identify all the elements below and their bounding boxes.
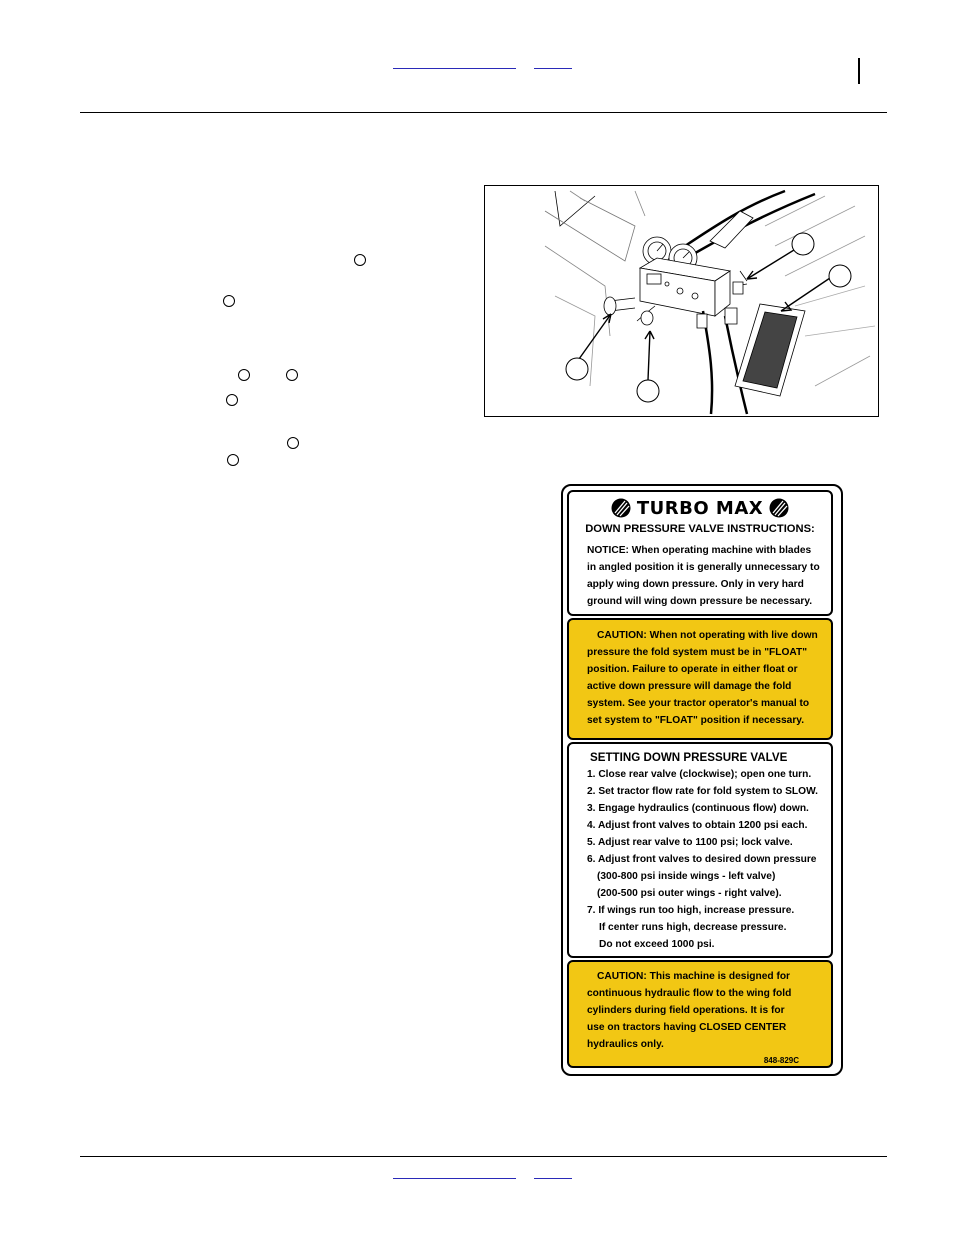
notice-line: NOTICE: When operating machine with blades (587, 545, 812, 556)
caution1-line: position. Failure to operate in either float or (587, 664, 798, 675)
notice-line: apply wing down pressure. Only in very hard (587, 579, 804, 590)
figure-callout-1 (792, 233, 814, 255)
step-line: Do not exceed 1000 psi. (599, 939, 715, 950)
header-link-1[interactable] (393, 68, 516, 69)
callout-circle (223, 295, 235, 307)
notice-panel (567, 490, 833, 616)
header-page-marker (858, 58, 860, 84)
caution2-line: continuous hydraulic flow to the wing fold (587, 988, 792, 999)
step-line: If center runs high, decrease pressure. (599, 922, 787, 933)
turbo-max-logo-icon (611, 498, 631, 518)
valve-figure (484, 185, 879, 417)
part-number: 848-829C (763, 1056, 799, 1065)
step-line: 4. Adjust front valves to obtain 1200 psi each. (587, 820, 808, 831)
step-line: 5. Adjust rear valve to 1100 psi; lock valve. (587, 837, 793, 848)
brand-row (577, 492, 823, 518)
setting-heading: SETTING DOWN PRESSURE VALVE (590, 751, 788, 764)
step-line: 7. If wings run too high, increase pressure. (587, 905, 795, 916)
brand-title: TURBO MAX (636, 497, 764, 519)
valve-drawing (485, 186, 878, 416)
header-link-2[interactable] (534, 68, 572, 69)
step-line: 2. Set tractor flow rate for fold system to SLOW. (587, 786, 818, 797)
footer-link-2[interactable] (534, 1178, 572, 1179)
caution2-line: cylinders during field operations. It is for (587, 1005, 785, 1016)
turbo-max-logo-icon (769, 498, 789, 518)
callout-circle (226, 394, 238, 406)
header-rule (80, 112, 887, 113)
figure-callout-3 (566, 358, 588, 380)
setting-panel (567, 742, 833, 958)
caution1-line: active down pressure will damage the fold (587, 681, 792, 692)
caution-panel-1 (567, 618, 833, 740)
figure-callout-4 (637, 380, 659, 402)
caution-panel-2 (567, 960, 833, 1068)
caution2-line: CAUTION: This machine is designed for (597, 971, 791, 982)
down-pressure-decal (561, 484, 843, 1076)
caution1-line: set system to "FLOAT" position if necessary. (587, 715, 805, 726)
callout-circle (354, 254, 366, 266)
caution1-line: system. See your tractor operator's manual to (587, 698, 810, 709)
step-line: (300-800 psi inside wings - left valve) (597, 871, 776, 882)
callout-circle (287, 437, 299, 449)
figure-callout-2 (829, 265, 851, 287)
callout-circle (286, 369, 298, 381)
footer-link-1[interactable] (393, 1178, 516, 1179)
caution1-line: CAUTION: When not operating with live down (597, 630, 818, 641)
notice-line: ground will wing down pressure be necessary. (587, 596, 813, 607)
step-line: 6. Adjust front valves to desired down pressure (587, 854, 817, 865)
decal-heading: DOWN PRESSURE VALVE INSTRUCTIONS: (585, 523, 815, 535)
caution1-line: pressure the fold system must be in "FLOAT" (587, 647, 808, 658)
step-line: 1. Close rear valve (clockwise); open one turn. (587, 769, 812, 780)
step-line: (200-500 psi outer wings - right valve). (597, 888, 782, 899)
caution2-line: use on tractors having CLOSED CENTER (587, 1022, 787, 1033)
step-line: 3. Engage hydraulics (continuous flow) down. (587, 803, 809, 814)
callout-circle (227, 454, 239, 466)
footer-rule (80, 1156, 887, 1157)
callout-circle (238, 369, 250, 381)
caution2-line: hydraulics only. (587, 1039, 664, 1050)
notice-line: in angled position it is generally unnecessary to (587, 562, 820, 573)
